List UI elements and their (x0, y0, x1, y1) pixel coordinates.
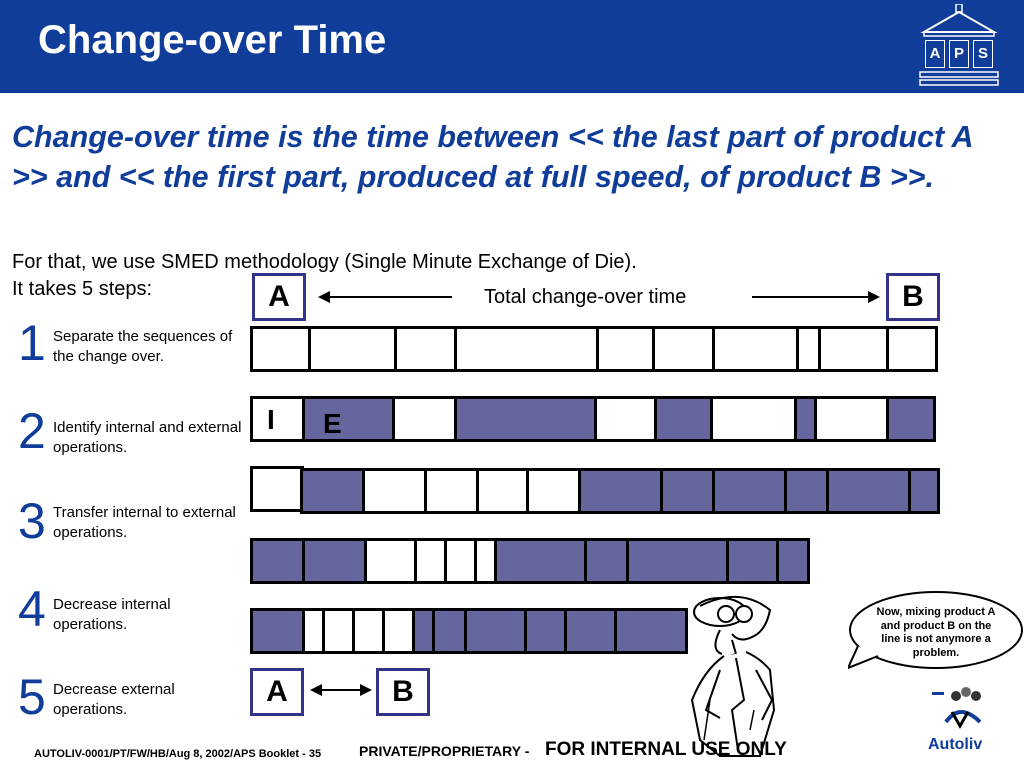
bar2-external-segment (302, 399, 392, 439)
bar4-segment (474, 541, 494, 581)
bar4-segment (414, 541, 444, 581)
bar4-segment (726, 541, 776, 581)
total-changeover-label: Total change-over time (484, 286, 687, 308)
sequence-bar-2 (250, 396, 936, 442)
footer-internal-use: FOR INTERNAL USE ONLY (545, 739, 787, 760)
arrow-line-right (752, 296, 876, 298)
product-a-box: A (252, 273, 306, 321)
bar1-segment (818, 329, 886, 369)
step-number-4: 4 (18, 581, 46, 637)
bar2-segment (594, 399, 654, 439)
bar4-segment (444, 541, 474, 581)
step-text-1: Separate the sequences of the change over. (53, 328, 233, 365)
bar3-segment (826, 471, 908, 511)
autoliv-logo-icon (930, 682, 990, 732)
product-b-box: B (886, 273, 940, 321)
bar2-segment (886, 399, 933, 439)
bar4-segment (250, 541, 302, 581)
bar2-segment (794, 399, 814, 439)
aps-logo (916, 4, 1002, 88)
bar3-segment (300, 471, 362, 511)
bar5-segment (302, 611, 322, 651)
bar1-segment (250, 329, 308, 369)
footer-private: PRIVATE/PROPRIETARY - (359, 743, 530, 759)
step-text-4: Decrease internal operations. (53, 596, 171, 633)
bar5-segment (382, 611, 412, 651)
header-banner (0, 0, 1024, 93)
bar3-segment (712, 471, 784, 511)
bar4-segment (776, 541, 807, 581)
definition-text: Change-over time is the time between << the last part of product A >> and << the first part, produced at full speed, of product B >>. (12, 120, 973, 194)
sequence-bar-1 (250, 326, 938, 372)
external-label: E (323, 408, 342, 439)
bar3-segment (908, 471, 937, 511)
sequence-bar-3 (300, 468, 940, 514)
bar3-segment (362, 471, 424, 511)
sequence-bar-3-internal (250, 466, 304, 512)
cartoon-man-icon (680, 590, 820, 760)
product-a-box-bottom: A (250, 668, 304, 716)
bar4-segment (494, 541, 584, 581)
bar2-segment (392, 399, 454, 439)
step-number-5: 5 (18, 669, 46, 725)
step-number-3: 3 (18, 493, 46, 549)
product-b-box-bottom: B (376, 668, 430, 716)
bar1-segment (394, 329, 454, 369)
sequence-bar-4 (250, 538, 810, 584)
step-text-3: Transfer internal to external operations. (53, 504, 236, 541)
bar4-segment (626, 541, 726, 581)
bar1-segment (886, 329, 935, 369)
arrow-line-left (328, 296, 452, 298)
bar5-segment (432, 611, 464, 651)
bar1-segment (652, 329, 712, 369)
bar2-internal-segment (250, 399, 302, 439)
internal-label: I (267, 404, 275, 435)
bar3-segment (526, 471, 578, 511)
bar4-segment (364, 541, 414, 581)
speech-bubble-text: Now, mixing product A and product B on the line is not anymore a problem. (876, 606, 996, 659)
bar5-segment (614, 611, 685, 651)
bar5-segment (250, 611, 302, 651)
step-number-2: 2 (18, 403, 46, 459)
aps-letter-s: S (973, 40, 993, 68)
steps-line: It takes 5 steps: (12, 278, 153, 300)
step-text-2: Identify internal and external operations. (53, 419, 242, 456)
step-text-5: Decrease external operations. (53, 681, 175, 718)
aps-letter-a: A (925, 40, 945, 68)
footer-document-id: AUTOLIV-0001/PT/FW/HB/Aug 8, 2002/APS Booklet - 35 (34, 748, 322, 760)
autoliv-brand: Autoliv (928, 736, 983, 753)
short-arrow-right-icon (360, 684, 372, 696)
bar5-segment (564, 611, 614, 651)
bar5-segment (352, 611, 382, 651)
bar3-segment (476, 471, 526, 511)
bar5-segment (464, 611, 524, 651)
bar1-segment (796, 329, 818, 369)
bar3-segment (784, 471, 826, 511)
bar1-segment (454, 329, 596, 369)
bar2-segment (454, 399, 594, 439)
bar3-segment (578, 471, 660, 511)
aps-letter-p: P (949, 40, 969, 68)
bar1-segment (596, 329, 652, 369)
short-arrow-line (320, 689, 364, 691)
bar2-segment (814, 399, 886, 439)
bar4-segment (302, 541, 364, 581)
bar4-segment (584, 541, 626, 581)
bar2-segment (654, 399, 710, 439)
bar5-segment (524, 611, 564, 651)
sequence-bar-5 (250, 608, 688, 654)
bar1-segment (308, 329, 394, 369)
bar1-segment (712, 329, 796, 369)
bar3-segment (660, 471, 712, 511)
bar3-segment (250, 469, 301, 509)
bar3-segment (424, 471, 476, 511)
page-title: Change-over Time (38, 18, 387, 62)
bar2-segment (710, 399, 794, 439)
step-number-1: 1 (18, 315, 46, 371)
bar5-segment (322, 611, 352, 651)
bar5-segment (412, 611, 432, 651)
smed-line: For that, we use SMED methodology (Single Minute Exchange of Die). (12, 251, 637, 273)
arrow-right-icon (868, 291, 880, 303)
